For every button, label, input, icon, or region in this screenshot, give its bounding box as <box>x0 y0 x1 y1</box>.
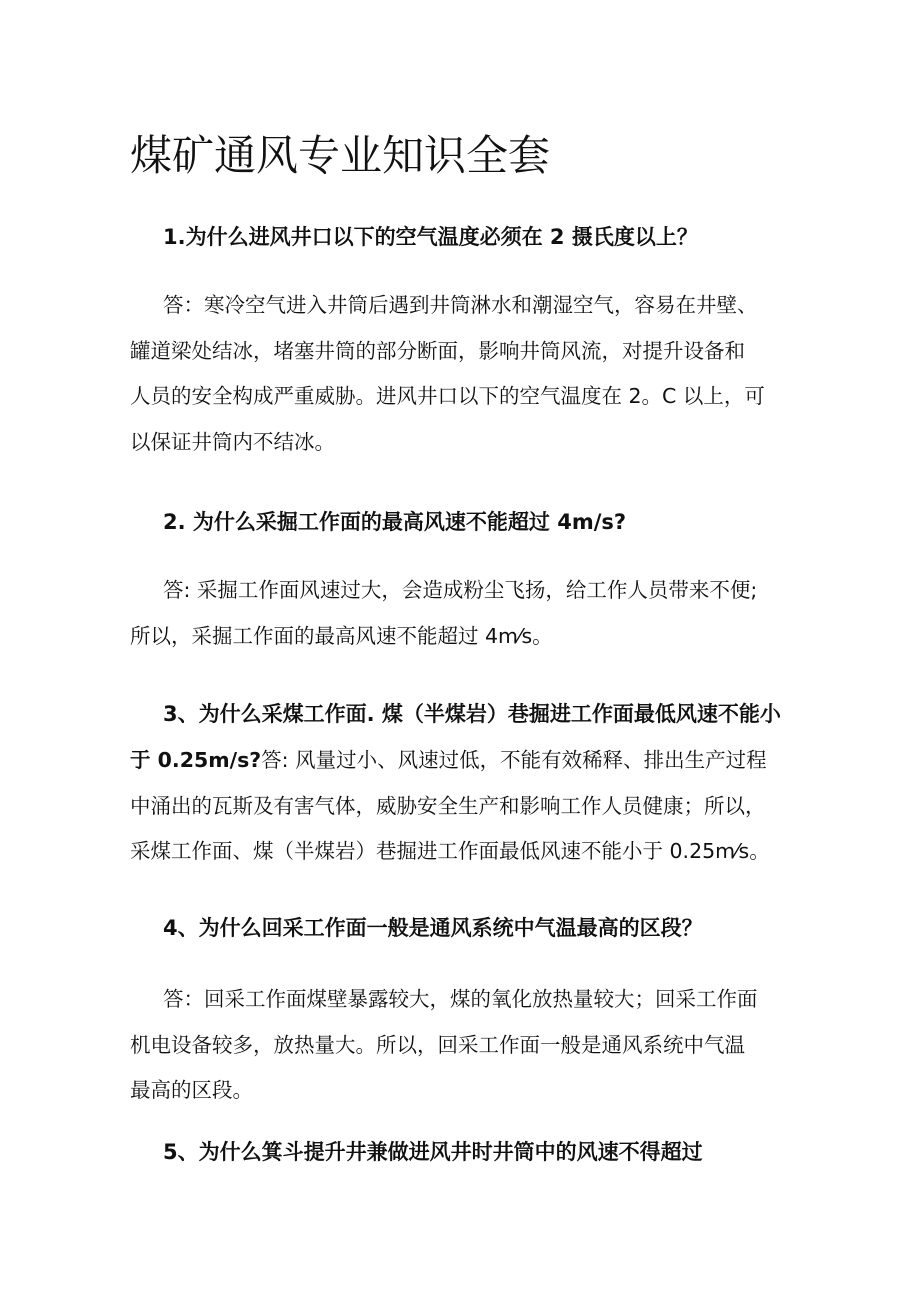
answer-line: 罐道梁处结冰，堵塞井筒的部分断面，影响井筒风流，对提升设备和 <box>130 338 745 363</box>
answer-line: 中涌出的瓦斯及有害气体，威胁安全生产和影响工作人员健康；所以， <box>130 793 766 818</box>
question-4: 4、为什么回采工作面一般是通风系统中气温最高的区段？ <box>163 916 703 940</box>
answer-3 <box>130 738 810 875</box>
answer-line: 人员的安全构成严重威胁。进风井口以下的空气温度在 2。C 以上，可 <box>130 384 765 408</box>
question-5: 5、为什么箕斗提升井兼做进风井时井筒中的风速不得超过 <box>163 1140 703 1164</box>
answer-4 <box>130 977 810 1114</box>
question-3: 3、为什么采煤工作面. 煤（半煤岩）巷掘进工作面最低风速不能小 <box>163 702 781 726</box>
answer-line: 答：寒冷空气进入井筒后遇到井筒淋水和潮湿空气，容易在井壁、 <box>163 293 758 317</box>
answer-line-text: 答: 风量过小、风速过低，不能有效稀释、排出生产过程 <box>261 748 767 772</box>
answer-line: 答: 采掘工作面风速过大，会造成粉尘飞扬，给工作人员带来不便; <box>163 578 758 602</box>
answer-line: 最高的区段。 <box>130 1078 253 1102</box>
answer-2 <box>130 568 810 659</box>
answer-line: 所以，采掘工作面的最高风速不能超过 4m⁄s。 <box>130 623 553 648</box>
question-1: 1.为什么进风井口以下的空气温度必须在 2 摄氏度以上？ <box>163 225 698 249</box>
answer-line <box>130 738 810 784</box>
document-title: 煤矿通风专业知识全套 <box>130 131 551 180</box>
answer-line: 采煤工作面、煤（半煤岩）巷掘进工作面最低风速不能小于 0.25m⁄s。 <box>130 839 770 863</box>
question-2: 2. 为什么采掘工作面的最高风速不能超过 4m/s? <box>163 510 627 534</box>
question-3-continued: 于 0.25m/s? <box>130 748 262 772</box>
answer-1 <box>130 283 810 465</box>
answer-line: 机电设备较多，放热量大。所以，回采工作面一般是通风系统中气温 <box>130 1032 745 1057</box>
answer-line: 以保证井筒内不结冰。 <box>130 429 335 454</box>
answer-line: 答：回采工作面煤壁暴露较大，煤的氧化放热量较大；回采工作面 <box>163 987 758 1011</box>
